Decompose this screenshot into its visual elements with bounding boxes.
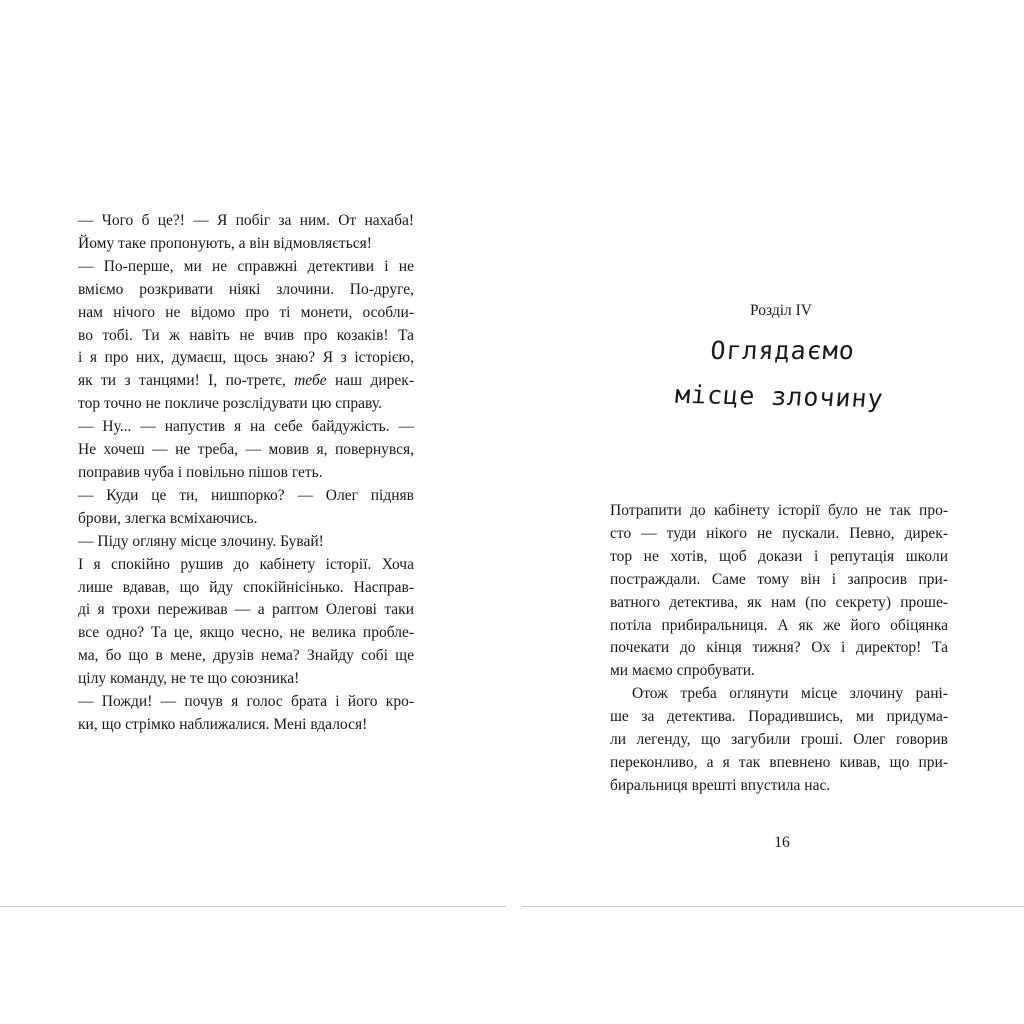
italic-word: тебе xyxy=(294,372,327,390)
text-line: биральниця врешті впустила нас. xyxy=(610,776,831,794)
text-fragment: наш дирек- xyxy=(335,372,414,390)
page-bottom-edge xyxy=(522,906,1024,907)
text-line: цілу команду, не те що союзника! xyxy=(78,670,300,688)
text-line: Йому таке пропонують, а він відмовляється! xyxy=(78,234,372,252)
paragraph xyxy=(610,683,948,798)
right-page-text xyxy=(610,500,948,798)
text-line: ли легенду, що загубили гроші. Олег говорив xyxy=(610,731,948,749)
text-line: ми маємо спробувати. xyxy=(610,662,755,680)
paragraph xyxy=(78,531,414,554)
right-page xyxy=(522,0,1024,906)
text-line: переконливо, а я так впевнено кивав, що при- xyxy=(610,753,948,771)
text-line: Потрапити до кабінету історії було не так про- xyxy=(610,502,948,519)
paragraph xyxy=(78,485,414,531)
text-fragment: як ти з танцями! І, по-третє, xyxy=(78,372,286,390)
text-line: постраждали. Саме тому він і запросив при- xyxy=(610,570,948,588)
text-line: ма, бо що в мене, друзів нема? Знайду собі ще xyxy=(78,647,414,665)
text-line: — Пожди! — почув я голос брата і його кро- xyxy=(78,693,414,711)
text-line xyxy=(78,370,414,393)
paragraph xyxy=(78,691,414,737)
chapter-title-line: місце злочину xyxy=(673,379,885,414)
chapter-title-line: Оглядаємо xyxy=(709,336,856,365)
paragraph xyxy=(78,210,414,256)
text-line: — Ну... — напустив я на себе байдужість. — xyxy=(78,418,414,436)
text-line: — Піду огляну місце злочину. Бувай! xyxy=(78,532,324,550)
text-line: тор не хотів, щоб докази і репутація школи xyxy=(610,547,948,565)
text-line: Не хочеш — не треба, — мовив я, повернувся, xyxy=(78,441,414,459)
paragraph xyxy=(78,256,414,416)
text-line: ватного детектива, як нам (по секрету) проше- xyxy=(610,593,948,611)
page-bottom-edge xyxy=(0,906,506,907)
page-number: 16 xyxy=(774,834,790,851)
text-line: почекати до кінця тижня? Ох і директор! Та xyxy=(610,639,948,657)
text-line: тор точно не покличе розслідувати цю справу. xyxy=(78,395,382,413)
text-line: брови, злегка всміхаючись. xyxy=(78,509,258,527)
text-line: нам нічого не відомо про ті монети, особли- xyxy=(78,303,414,321)
text-line: ше за детектива. Порадившись, ми придума- xyxy=(610,708,948,726)
paragraph xyxy=(610,500,948,683)
text-line: ки, що стрімко наближалися. Мені вдалося! xyxy=(78,715,368,733)
left-page xyxy=(0,0,506,906)
text-line: — Куди це ти, нишпорко? — Олег підняв xyxy=(78,486,414,504)
text-line: І я спокійно рушив до кабінету історії. Хоча xyxy=(78,555,414,573)
text-line: лише вдавав, що йду спокійнісінько. Насправ- xyxy=(78,578,414,596)
text-line: і я про них, думаєш, щось знаю? Я з історією, xyxy=(78,349,414,367)
paragraph xyxy=(78,416,414,485)
text-line: — Чого б це?! — Я побіг за ним. От нахаба! xyxy=(78,212,414,229)
text-line: все одно? Та це, якщо чесно, не велика пробле- xyxy=(78,624,414,642)
left-page-text xyxy=(78,210,414,737)
text-line: потіла прибиральниця. А як же його обіцянка xyxy=(610,616,948,634)
text-line: сто — туди нікого не пускали. Певно, дирек- xyxy=(610,524,948,542)
text-line: Отож треба оглянути місце злочину рані- xyxy=(632,685,948,703)
paragraph xyxy=(78,554,414,691)
text-line: поправив чуба і повільно пішов геть. xyxy=(78,463,323,481)
chapter-label: Розділ IV xyxy=(750,302,812,319)
text-line: — По-перше, ми не справжні детективи і не xyxy=(78,257,414,275)
text-line: вміємо розкривати ніякі злочини. По-друге, xyxy=(78,280,414,298)
chapter-title xyxy=(609,328,953,420)
text-line: во тобі. Ти ж навіть не вчив про козаків! Та xyxy=(78,326,414,344)
text-line: ді я трохи переживав — а раптом Олегові таки xyxy=(78,601,414,619)
